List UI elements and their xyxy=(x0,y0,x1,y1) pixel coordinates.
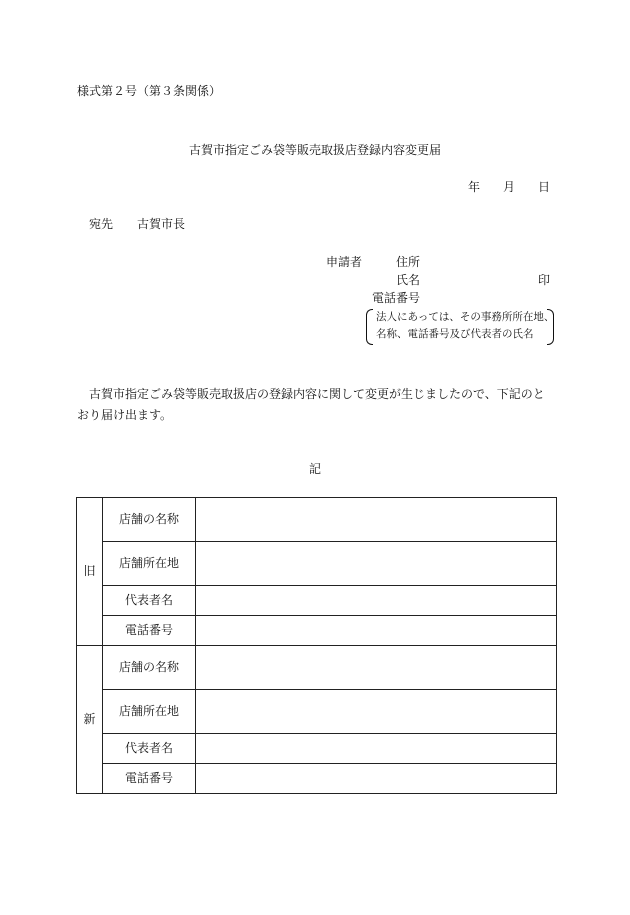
date-year: 年 xyxy=(468,180,481,194)
date-day: 日 xyxy=(538,180,551,194)
document-title: 古賀市指定ごみ袋等販売取扱店登録内容変更届 xyxy=(188,143,441,157)
table-row xyxy=(77,690,557,734)
corporate-note-line1: 法人にあっては、その事務所所在地、 xyxy=(376,311,555,323)
applicant-phone-label: 電話番号 xyxy=(372,291,421,305)
representative-new-cell[interactable] xyxy=(196,734,557,764)
group-new-label: 新 xyxy=(77,646,103,794)
date-month: 月 xyxy=(503,180,516,194)
table-row xyxy=(77,616,557,646)
store-name-new-cell[interactable] xyxy=(196,646,557,690)
applicant-address-label: 住所 xyxy=(396,255,421,269)
body-text: 古賀市指定ごみ袋等販売取扱店の登録内容に関して変更が生じましたので、下記のとおり届け出ます。 xyxy=(77,387,545,422)
row-label: 店舗の名称 xyxy=(103,498,196,542)
table-row xyxy=(77,498,557,542)
table-row xyxy=(77,734,557,764)
store-name-old-cell[interactable] xyxy=(196,498,557,542)
phone-new-cell[interactable] xyxy=(196,764,557,794)
left-bracket xyxy=(366,309,373,345)
row-label: 電話番号 xyxy=(103,764,196,794)
row-label: 店舗所在地 xyxy=(103,542,196,586)
ki-heading: 記 xyxy=(308,462,321,476)
form-id: 様式第２号（第３条関係） xyxy=(77,84,222,98)
table-row xyxy=(77,764,557,794)
row-label: 代表者名 xyxy=(103,586,196,616)
applicant-label: 申請者 xyxy=(326,255,363,269)
store-address-old-cell[interactable] xyxy=(196,542,557,586)
row-label: 店舗所在地 xyxy=(103,690,196,734)
representative-old-cell[interactable] xyxy=(196,586,557,616)
registration-table xyxy=(76,497,557,794)
seal-mark: 印 xyxy=(538,273,551,287)
corporate-note-line2: 名称、電話番号及び代表者の氏名 xyxy=(376,328,534,340)
row-label: 店舗の名称 xyxy=(103,646,196,690)
addressee-name: 古賀市長 xyxy=(137,217,186,231)
applicant-name-label: 氏名 xyxy=(396,273,421,287)
addressee-label: 宛先 xyxy=(89,217,114,231)
right-bracket xyxy=(547,309,554,345)
corporate-note-bracket xyxy=(366,309,554,343)
table-row xyxy=(77,646,557,690)
phone-old-cell[interactable] xyxy=(196,616,557,646)
table-row xyxy=(77,586,557,616)
row-label: 代表者名 xyxy=(103,734,196,764)
store-address-new-cell[interactable] xyxy=(196,690,557,734)
group-old-label: 旧 xyxy=(77,498,103,646)
table-row xyxy=(77,542,557,586)
row-label: 電話番号 xyxy=(103,616,196,646)
